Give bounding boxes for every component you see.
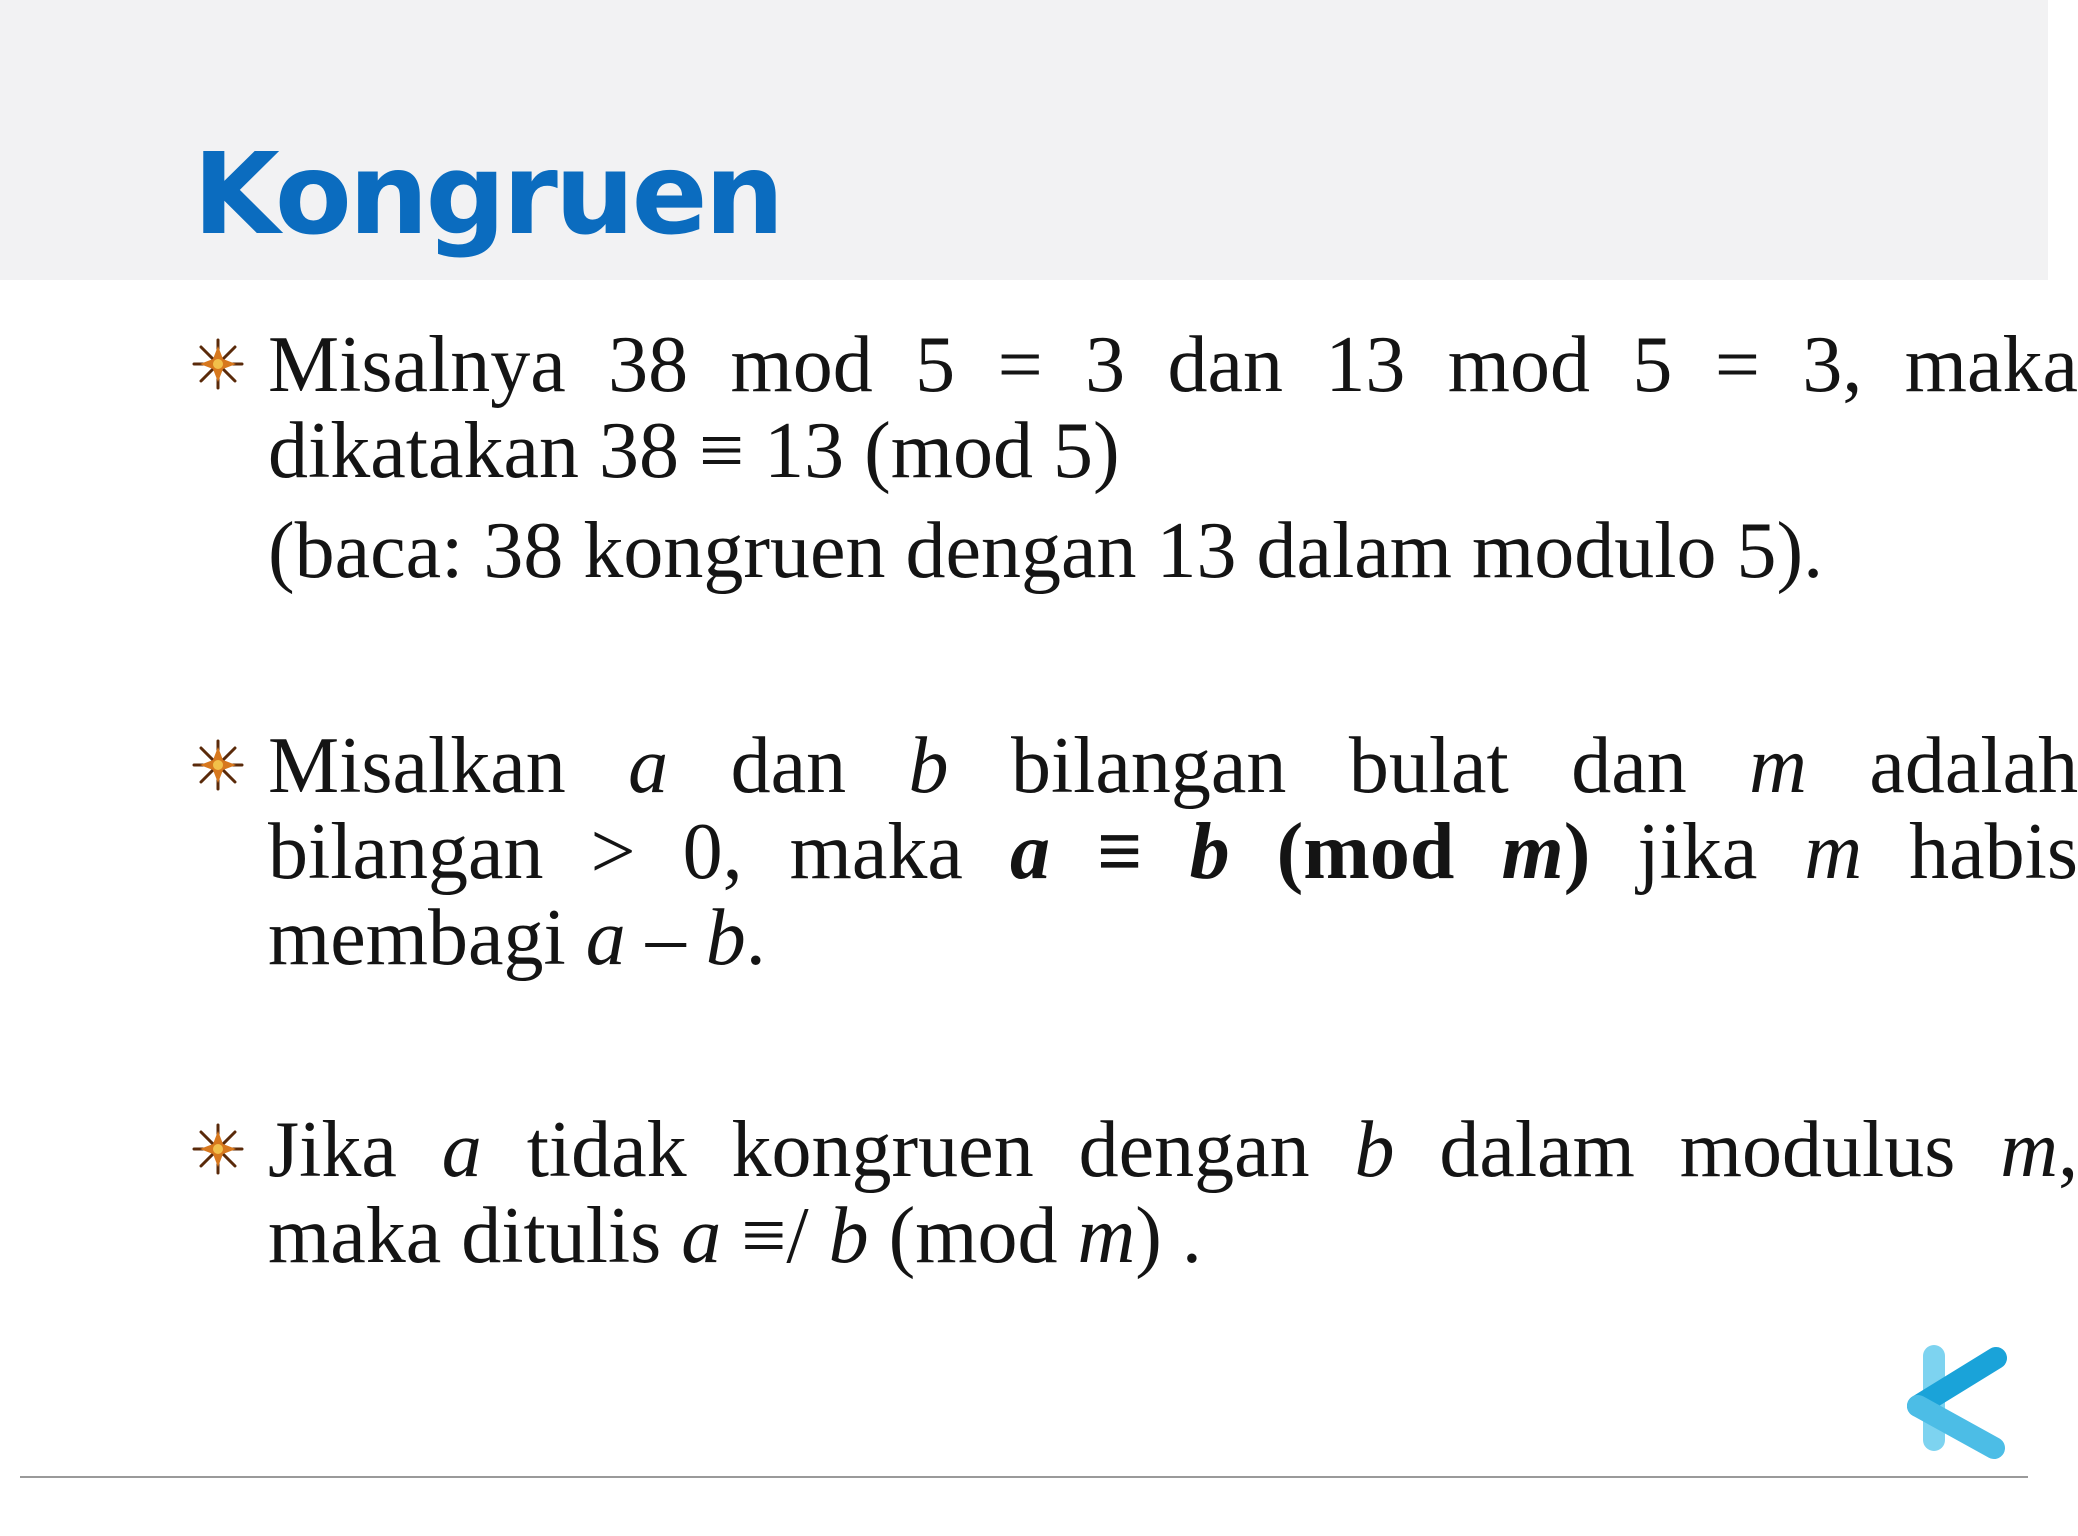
word: Jika bbox=[268, 1106, 397, 1194]
congruence-symbol: ≡ bbox=[1096, 808, 1143, 896]
word: habis bbox=[1909, 808, 2078, 896]
var-b: b bbox=[908, 722, 949, 810]
var-b: b bbox=[828, 1192, 869, 1280]
var-b: b bbox=[1189, 808, 1230, 896]
word: adalah bbox=[1869, 722, 2078, 810]
word: maka ditulis bbox=[268, 1192, 662, 1280]
var-m: m bbox=[2000, 1106, 2059, 1194]
bullet-3-text bbox=[268, 1107, 2078, 1279]
star-burst-icon bbox=[190, 336, 246, 392]
bullet-1-text bbox=[268, 322, 2078, 594]
word: dalam modulus bbox=[1439, 1106, 1956, 1194]
var-m: m bbox=[1501, 808, 1564, 896]
minus-sign: – bbox=[645, 894, 686, 982]
word: bilangan bulat dan bbox=[1010, 722, 1687, 810]
not-congruent-symbol: ≡/ bbox=[741, 1192, 809, 1280]
bullet-2-line-2 bbox=[268, 809, 2078, 895]
var-m: m bbox=[1749, 722, 1807, 810]
var-a: a bbox=[628, 722, 669, 810]
footer-divider bbox=[20, 1476, 2028, 1478]
mod-open: (mod bbox=[888, 1192, 1058, 1280]
word: membagi bbox=[268, 894, 566, 982]
word: jika bbox=[1637, 808, 1758, 896]
mod-open: (mod bbox=[1276, 808, 1455, 896]
var-m: m bbox=[1077, 1192, 1136, 1280]
var-b: b bbox=[705, 894, 746, 982]
mod-close: ) bbox=[1563, 808, 1591, 896]
var-m: m bbox=[1804, 808, 1863, 896]
bullet-1-line-1: Misalnya 38 mod 5 = 3 dan 13 mod 5 = 3, maka bbox=[268, 321, 2078, 409]
var-a: a bbox=[1009, 808, 1050, 896]
period: . bbox=[745, 894, 766, 982]
mod-close: ) . bbox=[1135, 1192, 1202, 1280]
bullet-2-text bbox=[268, 723, 2078, 981]
bullet-1-line-2: dikatakan 38 ≡ 13 (mod 5) bbox=[268, 407, 1120, 495]
var-b: b bbox=[1354, 1106, 1395, 1194]
word: bilangan > 0, maka bbox=[268, 808, 963, 896]
var-a: a bbox=[681, 1192, 722, 1280]
word: Misalkan bbox=[268, 722, 566, 810]
bullet-3-line-1 bbox=[268, 1107, 2078, 1193]
comma: , bbox=[2058, 1106, 2078, 1194]
k-logo-icon bbox=[1898, 1336, 2016, 1466]
slide-title: Kongruen bbox=[193, 130, 782, 260]
bullet-1-note: (baca: 38 kongruen dengan 13 dalam modulo 5). bbox=[268, 507, 1824, 595]
bullet-3-line-2 bbox=[268, 1193, 2078, 1279]
star-burst-icon bbox=[190, 737, 246, 793]
var-m-group bbox=[2000, 1106, 2078, 1194]
var-a: a bbox=[441, 1106, 482, 1194]
word: dan bbox=[730, 722, 847, 810]
word: tidak kongruen dengan bbox=[526, 1106, 1310, 1194]
bullet-2-line-3 bbox=[268, 895, 2078, 981]
star-burst-icon bbox=[190, 1121, 246, 1177]
var-a: a bbox=[585, 894, 626, 982]
congruence-expression bbox=[1010, 808, 1590, 896]
bullet-2-line-1 bbox=[268, 723, 2078, 809]
